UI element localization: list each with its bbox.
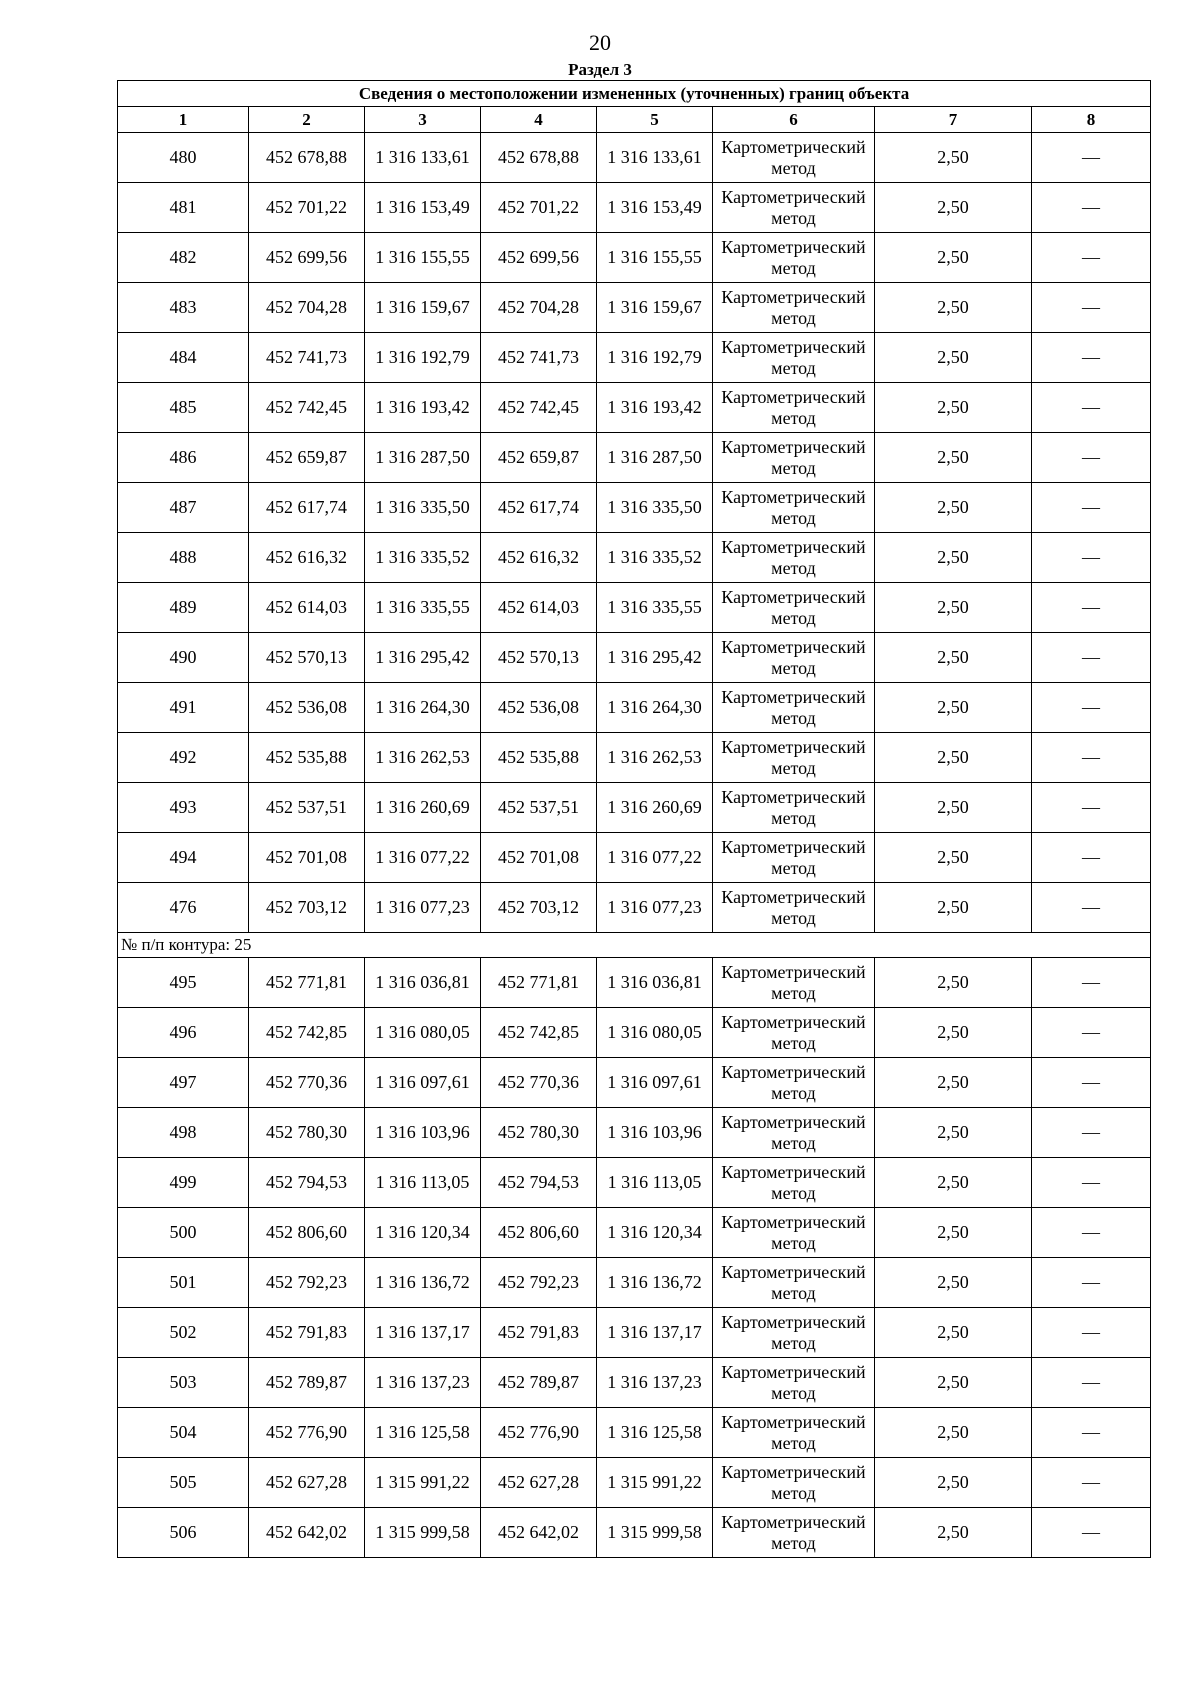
x-existing-cell: 452 536,08 bbox=[249, 683, 365, 733]
y-refined-cell: 1 316 080,05 bbox=[597, 1008, 713, 1058]
table-row bbox=[118, 783, 1151, 833]
accuracy-cell: 2,50 bbox=[875, 1358, 1032, 1408]
description-cell: — bbox=[1032, 833, 1151, 883]
accuracy-cell: 2,50 bbox=[875, 958, 1032, 1008]
method-text: Картометрический метод bbox=[721, 736, 866, 778]
table-row bbox=[118, 1308, 1151, 1358]
method-cell bbox=[713, 1358, 875, 1408]
x-existing-cell: 452 617,74 bbox=[249, 483, 365, 533]
method-cell bbox=[713, 1058, 875, 1108]
x-refined-cell: 452 792,23 bbox=[481, 1258, 597, 1308]
y-existing-cell: 1 316 159,67 bbox=[365, 283, 481, 333]
y-refined-cell: 1 316 103,96 bbox=[597, 1108, 713, 1158]
method-cell bbox=[713, 1008, 875, 1058]
accuracy-cell: 2,50 bbox=[875, 483, 1032, 533]
table-row bbox=[118, 733, 1151, 783]
y-existing-cell: 1 316 192,79 bbox=[365, 333, 481, 383]
x-existing-cell: 452 741,73 bbox=[249, 333, 365, 383]
point-number-cell: 502 bbox=[118, 1308, 249, 1358]
method-text: Картометрический метод bbox=[721, 1511, 866, 1553]
y-refined-cell: 1 316 136,72 bbox=[597, 1258, 713, 1308]
accuracy-cell: 2,50 bbox=[875, 683, 1032, 733]
table-row bbox=[118, 483, 1151, 533]
description-cell: — bbox=[1032, 1208, 1151, 1258]
description-cell: — bbox=[1032, 133, 1151, 183]
x-existing-cell: 452 659,87 bbox=[249, 433, 365, 483]
table-row bbox=[118, 233, 1151, 283]
description-cell: — bbox=[1032, 533, 1151, 583]
point-number-cell: 498 bbox=[118, 1108, 249, 1158]
x-existing-cell: 452 792,23 bbox=[249, 1258, 365, 1308]
y-refined-cell: 1 316 153,49 bbox=[597, 183, 713, 233]
method-cell bbox=[713, 283, 875, 333]
method-text: Картометрический метод bbox=[721, 1261, 866, 1303]
point-number-cell: 494 bbox=[118, 833, 249, 883]
y-existing-cell: 1 316 153,49 bbox=[365, 183, 481, 233]
point-number-cell: 488 bbox=[118, 533, 249, 583]
method-text: Картометрический метод bbox=[721, 886, 866, 928]
x-existing-cell: 452 791,83 bbox=[249, 1308, 365, 1358]
point-number-cell: 506 bbox=[118, 1508, 249, 1558]
description-cell: — bbox=[1032, 1408, 1151, 1458]
method-text: Картометрический метод bbox=[721, 136, 866, 178]
method-cell bbox=[713, 1108, 875, 1158]
x-refined-cell: 452 699,56 bbox=[481, 233, 597, 283]
method-text: Картометрический метод bbox=[721, 586, 866, 628]
column-header-8: 8 bbox=[1032, 107, 1151, 133]
accuracy-cell: 2,50 bbox=[875, 1458, 1032, 1508]
x-existing-cell: 452 776,90 bbox=[249, 1408, 365, 1458]
description-cell: — bbox=[1032, 683, 1151, 733]
description-cell: — bbox=[1032, 733, 1151, 783]
table-row bbox=[118, 1508, 1151, 1558]
table-row bbox=[118, 683, 1151, 733]
method-text: Картометрический метод bbox=[721, 1011, 866, 1053]
point-number-cell: 501 bbox=[118, 1258, 249, 1308]
accuracy-cell: 2,50 bbox=[875, 1108, 1032, 1158]
method-text: Картометрический метод bbox=[721, 836, 866, 878]
x-existing-cell: 452 789,87 bbox=[249, 1358, 365, 1408]
description-cell: — bbox=[1032, 383, 1151, 433]
y-refined-cell: 1 316 120,34 bbox=[597, 1208, 713, 1258]
x-refined-cell: 452 616,32 bbox=[481, 533, 597, 583]
description-cell: — bbox=[1032, 958, 1151, 1008]
method-cell bbox=[713, 1508, 875, 1558]
y-refined-cell: 1 316 335,50 bbox=[597, 483, 713, 533]
y-refined-cell: 1 316 335,55 bbox=[597, 583, 713, 633]
point-number-cell: 496 bbox=[118, 1008, 249, 1058]
x-refined-cell: 452 780,30 bbox=[481, 1108, 597, 1158]
table-row bbox=[118, 333, 1151, 383]
method-cell bbox=[713, 1408, 875, 1458]
x-existing-cell: 452 703,12 bbox=[249, 883, 365, 933]
description-cell: — bbox=[1032, 1308, 1151, 1358]
y-refined-cell: 1 316 264,30 bbox=[597, 683, 713, 733]
method-cell bbox=[713, 1158, 875, 1208]
method-cell bbox=[713, 1208, 875, 1258]
accuracy-cell: 2,50 bbox=[875, 1058, 1032, 1108]
method-text: Картометрический метод bbox=[721, 536, 866, 578]
section-title: Раздел 3 bbox=[568, 60, 632, 79]
accuracy-cell: 2,50 bbox=[875, 1008, 1032, 1058]
column-header-3: 3 bbox=[365, 107, 481, 133]
description-cell: — bbox=[1032, 1108, 1151, 1158]
column-header-1: 1 bbox=[118, 107, 249, 133]
method-cell bbox=[713, 433, 875, 483]
description-cell: — bbox=[1032, 433, 1151, 483]
x-refined-cell: 452 742,45 bbox=[481, 383, 597, 433]
method-cell bbox=[713, 683, 875, 733]
x-existing-cell: 452 535,88 bbox=[249, 733, 365, 783]
y-refined-cell: 1 316 155,55 bbox=[597, 233, 713, 283]
table-row bbox=[118, 533, 1151, 583]
point-number-cell: 481 bbox=[118, 183, 249, 233]
y-existing-cell: 1 316 077,22 bbox=[365, 833, 481, 883]
y-refined-cell: 1 316 137,17 bbox=[597, 1308, 713, 1358]
accuracy-cell: 2,50 bbox=[875, 1208, 1032, 1258]
y-existing-cell: 1 316 080,05 bbox=[365, 1008, 481, 1058]
x-existing-cell: 452 570,13 bbox=[249, 633, 365, 683]
y-refined-cell: 1 316 159,67 bbox=[597, 283, 713, 333]
x-refined-cell: 452 794,53 bbox=[481, 1158, 597, 1208]
point-number-cell: 489 bbox=[118, 583, 249, 633]
table-row bbox=[118, 283, 1151, 333]
accuracy-cell: 2,50 bbox=[875, 383, 1032, 433]
y-existing-cell: 1 316 125,58 bbox=[365, 1408, 481, 1458]
description-cell: — bbox=[1032, 633, 1151, 683]
method-text: Картометрический метод bbox=[721, 961, 866, 1003]
x-refined-cell: 452 771,81 bbox=[481, 958, 597, 1008]
method-text: Картометрический метод bbox=[721, 1461, 866, 1503]
description-cell: — bbox=[1032, 1008, 1151, 1058]
y-existing-cell: 1 316 295,42 bbox=[365, 633, 481, 683]
x-refined-cell: 452 701,22 bbox=[481, 183, 597, 233]
y-existing-cell: 1 316 262,53 bbox=[365, 733, 481, 783]
x-existing-cell: 452 642,02 bbox=[249, 1508, 365, 1558]
table-row bbox=[118, 1458, 1151, 1508]
point-number-cell: 483 bbox=[118, 283, 249, 333]
x-refined-cell: 452 614,03 bbox=[481, 583, 597, 633]
method-text: Картометрический метод bbox=[721, 1411, 866, 1453]
method-text: Картометрический метод bbox=[721, 386, 866, 428]
column-number-row bbox=[118, 107, 1151, 133]
y-existing-cell: 1 316 137,23 bbox=[365, 1358, 481, 1408]
x-refined-cell: 452 742,85 bbox=[481, 1008, 597, 1058]
x-existing-cell: 452 806,60 bbox=[249, 1208, 365, 1258]
y-existing-cell: 1 316 113,05 bbox=[365, 1158, 481, 1208]
accuracy-cell: 2,50 bbox=[875, 133, 1032, 183]
method-text: Картометрический метод bbox=[721, 1211, 866, 1253]
description-cell: — bbox=[1032, 1158, 1151, 1208]
table-row bbox=[118, 583, 1151, 633]
accuracy-cell: 2,50 bbox=[875, 583, 1032, 633]
point-number-cell: 493 bbox=[118, 783, 249, 833]
x-refined-cell: 452 642,02 bbox=[481, 1508, 597, 1558]
accuracy-cell: 2,50 bbox=[875, 333, 1032, 383]
description-cell: — bbox=[1032, 583, 1151, 633]
y-existing-cell: 1 316 136,72 bbox=[365, 1258, 481, 1308]
y-existing-cell: 1 316 103,96 bbox=[365, 1108, 481, 1158]
method-cell bbox=[713, 533, 875, 583]
y-existing-cell: 1 316 287,50 bbox=[365, 433, 481, 483]
method-text: Картометрический метод bbox=[721, 1361, 866, 1403]
method-cell bbox=[713, 883, 875, 933]
method-text: Картометрический метод bbox=[721, 1311, 866, 1353]
x-refined-cell: 452 776,90 bbox=[481, 1408, 597, 1458]
y-existing-cell: 1 316 335,52 bbox=[365, 533, 481, 583]
accuracy-cell: 2,50 bbox=[875, 1508, 1032, 1558]
point-number-cell: 492 bbox=[118, 733, 249, 783]
y-existing-cell: 1 316 137,17 bbox=[365, 1308, 481, 1358]
column-header-2: 2 bbox=[249, 107, 365, 133]
point-number-cell: 480 bbox=[118, 133, 249, 183]
accuracy-cell: 2,50 bbox=[875, 733, 1032, 783]
method-text: Картометрический метод bbox=[721, 336, 866, 378]
description-cell: — bbox=[1032, 233, 1151, 283]
x-refined-cell: 452 570,13 bbox=[481, 633, 597, 683]
x-refined-cell: 452 703,12 bbox=[481, 883, 597, 933]
method-text: Картометрический метод bbox=[721, 786, 866, 828]
method-cell bbox=[713, 233, 875, 283]
point-number-cell: 497 bbox=[118, 1058, 249, 1108]
y-refined-cell: 1 316 077,22 bbox=[597, 833, 713, 883]
y-refined-cell: 1 316 287,50 bbox=[597, 433, 713, 483]
x-existing-cell: 452 627,28 bbox=[249, 1458, 365, 1508]
x-refined-cell: 452 741,73 bbox=[481, 333, 597, 383]
y-existing-cell: 1 316 077,23 bbox=[365, 883, 481, 933]
table-row bbox=[118, 1008, 1151, 1058]
method-text: Картометрический метод bbox=[721, 686, 866, 728]
contour-label-row bbox=[118, 933, 1151, 958]
x-refined-cell: 452 627,28 bbox=[481, 1458, 597, 1508]
y-refined-cell: 1 316 113,05 bbox=[597, 1158, 713, 1208]
y-existing-cell: 1 316 335,50 bbox=[365, 483, 481, 533]
x-refined-cell: 452 806,60 bbox=[481, 1208, 597, 1258]
table-row bbox=[118, 1058, 1151, 1108]
x-existing-cell: 452 742,85 bbox=[249, 1008, 365, 1058]
point-number-cell: 495 bbox=[118, 958, 249, 1008]
table-row bbox=[118, 833, 1151, 883]
y-refined-cell: 1 316 036,81 bbox=[597, 958, 713, 1008]
point-number-cell: 503 bbox=[118, 1358, 249, 1408]
y-existing-cell: 1 316 036,81 bbox=[365, 958, 481, 1008]
y-refined-cell: 1 315 991,22 bbox=[597, 1458, 713, 1508]
y-existing-cell: 1 316 133,61 bbox=[365, 133, 481, 183]
point-number-cell: 486 bbox=[118, 433, 249, 483]
accuracy-cell: 2,50 bbox=[875, 1408, 1032, 1458]
method-text: Картометрический метод bbox=[721, 436, 866, 478]
description-cell: — bbox=[1032, 883, 1151, 933]
y-refined-cell: 1 316 133,61 bbox=[597, 133, 713, 183]
x-refined-cell: 452 536,08 bbox=[481, 683, 597, 733]
method-text: Картометрический метод bbox=[721, 186, 866, 228]
y-refined-cell: 1 316 193,42 bbox=[597, 383, 713, 433]
accuracy-cell: 2,50 bbox=[875, 433, 1032, 483]
y-refined-cell: 1 316 262,53 bbox=[597, 733, 713, 783]
method-text: Картометрический метод bbox=[721, 636, 866, 678]
table-row bbox=[118, 1358, 1151, 1408]
table-body bbox=[118, 133, 1151, 1558]
point-number-cell: 500 bbox=[118, 1208, 249, 1258]
description-cell: — bbox=[1032, 483, 1151, 533]
coordinates-table bbox=[117, 80, 1151, 1558]
y-refined-cell: 1 316 260,69 bbox=[597, 783, 713, 833]
description-cell: — bbox=[1032, 183, 1151, 233]
x-refined-cell: 452 537,51 bbox=[481, 783, 597, 833]
y-existing-cell: 1 316 097,61 bbox=[365, 1058, 481, 1108]
point-number-cell: 485 bbox=[118, 383, 249, 433]
method-cell bbox=[713, 583, 875, 633]
accuracy-cell: 2,50 bbox=[875, 283, 1032, 333]
method-text: Картометрический метод bbox=[721, 236, 866, 278]
column-header-6: 6 bbox=[713, 107, 875, 133]
point-number-cell: 476 bbox=[118, 883, 249, 933]
x-existing-cell: 452 616,32 bbox=[249, 533, 365, 583]
x-existing-cell: 452 771,81 bbox=[249, 958, 365, 1008]
method-cell bbox=[713, 1458, 875, 1508]
accuracy-cell: 2,50 bbox=[875, 183, 1032, 233]
x-refined-cell: 452 659,87 bbox=[481, 433, 597, 483]
method-cell bbox=[713, 783, 875, 833]
method-cell bbox=[713, 1308, 875, 1358]
y-existing-cell: 1 315 991,22 bbox=[365, 1458, 481, 1508]
accuracy-cell: 2,50 bbox=[875, 1308, 1032, 1358]
x-existing-cell: 452 742,45 bbox=[249, 383, 365, 433]
method-cell bbox=[713, 633, 875, 683]
table-row bbox=[118, 183, 1151, 233]
description-cell: — bbox=[1032, 283, 1151, 333]
method-text: Картометрический метод bbox=[721, 286, 866, 328]
method-text: Картометрический метод bbox=[721, 1161, 866, 1203]
accuracy-cell: 2,50 bbox=[875, 233, 1032, 283]
y-existing-cell: 1 316 260,69 bbox=[365, 783, 481, 833]
description-cell: — bbox=[1032, 1358, 1151, 1408]
table-row bbox=[118, 1258, 1151, 1308]
table-row bbox=[118, 883, 1151, 933]
table-row bbox=[118, 633, 1151, 683]
x-existing-cell: 452 537,51 bbox=[249, 783, 365, 833]
point-number-cell: 484 bbox=[118, 333, 249, 383]
description-cell: — bbox=[1032, 333, 1151, 383]
point-number-cell: 491 bbox=[118, 683, 249, 733]
description-cell: — bbox=[1032, 1508, 1151, 1558]
method-text: Картометрический метод bbox=[721, 1111, 866, 1153]
x-existing-cell: 452 678,88 bbox=[249, 133, 365, 183]
x-existing-cell: 452 701,08 bbox=[249, 833, 365, 883]
accuracy-cell: 2,50 bbox=[875, 783, 1032, 833]
x-refined-cell: 452 678,88 bbox=[481, 133, 597, 183]
description-cell: — bbox=[1032, 1058, 1151, 1108]
table-row bbox=[118, 433, 1151, 483]
point-number-cell: 482 bbox=[118, 233, 249, 283]
y-refined-cell: 1 316 097,61 bbox=[597, 1058, 713, 1108]
x-existing-cell: 452 770,36 bbox=[249, 1058, 365, 1108]
y-existing-cell: 1 316 120,34 bbox=[365, 1208, 481, 1258]
x-refined-cell: 452 789,87 bbox=[481, 1358, 597, 1408]
contour-label: № п/п контура: 25 bbox=[118, 933, 1151, 958]
accuracy-cell: 2,50 bbox=[875, 883, 1032, 933]
point-number-cell: 504 bbox=[118, 1408, 249, 1458]
description-cell: — bbox=[1032, 1458, 1151, 1508]
y-existing-cell: 1 316 193,42 bbox=[365, 383, 481, 433]
y-existing-cell: 1 315 999,58 bbox=[365, 1508, 481, 1558]
x-existing-cell: 452 701,22 bbox=[249, 183, 365, 233]
description-cell: — bbox=[1032, 1258, 1151, 1308]
table-row bbox=[118, 133, 1151, 183]
column-header-5: 5 bbox=[597, 107, 713, 133]
method-cell bbox=[713, 733, 875, 783]
x-existing-cell: 452 780,30 bbox=[249, 1108, 365, 1158]
point-number-cell: 487 bbox=[118, 483, 249, 533]
table-row bbox=[118, 383, 1151, 433]
method-text: Картометрический метод bbox=[721, 1061, 866, 1103]
y-refined-cell: 1 316 137,23 bbox=[597, 1358, 713, 1408]
table-row bbox=[118, 1408, 1151, 1458]
y-refined-cell: 1 316 125,58 bbox=[597, 1408, 713, 1458]
accuracy-cell: 2,50 bbox=[875, 533, 1032, 583]
y-refined-cell: 1 316 077,23 bbox=[597, 883, 713, 933]
table-row bbox=[118, 1108, 1151, 1158]
method-cell bbox=[713, 133, 875, 183]
method-cell bbox=[713, 383, 875, 433]
x-existing-cell: 452 614,03 bbox=[249, 583, 365, 633]
x-refined-cell: 452 617,74 bbox=[481, 483, 597, 533]
table-row bbox=[118, 958, 1151, 1008]
point-number-cell: 499 bbox=[118, 1158, 249, 1208]
method-cell bbox=[713, 958, 875, 1008]
x-existing-cell: 452 704,28 bbox=[249, 283, 365, 333]
method-text: Картометрический метод bbox=[721, 486, 866, 528]
x-refined-cell: 452 791,83 bbox=[481, 1308, 597, 1358]
method-cell bbox=[713, 183, 875, 233]
method-cell bbox=[713, 1258, 875, 1308]
method-cell bbox=[713, 333, 875, 383]
point-number-cell: 490 bbox=[118, 633, 249, 683]
table-caption: Сведения о местоположении измененных (уточненных) границ объекта bbox=[118, 81, 1151, 107]
x-refined-cell: 452 535,88 bbox=[481, 733, 597, 783]
point-number-cell: 505 bbox=[118, 1458, 249, 1508]
table-row bbox=[118, 1208, 1151, 1258]
y-refined-cell: 1 316 295,42 bbox=[597, 633, 713, 683]
accuracy-cell: 2,50 bbox=[875, 633, 1032, 683]
method-cell bbox=[713, 833, 875, 883]
page-number: 20 bbox=[589, 30, 611, 55]
column-header-4: 4 bbox=[481, 107, 597, 133]
y-refined-cell: 1 316 335,52 bbox=[597, 533, 713, 583]
table-row bbox=[118, 1158, 1151, 1208]
accuracy-cell: 2,50 bbox=[875, 833, 1032, 883]
x-refined-cell: 452 770,36 bbox=[481, 1058, 597, 1108]
column-header-7: 7 bbox=[875, 107, 1032, 133]
accuracy-cell: 2,50 bbox=[875, 1158, 1032, 1208]
x-existing-cell: 452 699,56 bbox=[249, 233, 365, 283]
y-refined-cell: 1 315 999,58 bbox=[597, 1508, 713, 1558]
x-existing-cell: 452 794,53 bbox=[249, 1158, 365, 1208]
method-cell bbox=[713, 483, 875, 533]
y-refined-cell: 1 316 192,79 bbox=[597, 333, 713, 383]
accuracy-cell: 2,50 bbox=[875, 1258, 1032, 1308]
description-cell: — bbox=[1032, 783, 1151, 833]
x-refined-cell: 452 704,28 bbox=[481, 283, 597, 333]
y-existing-cell: 1 316 155,55 bbox=[365, 233, 481, 283]
x-refined-cell: 452 701,08 bbox=[481, 833, 597, 883]
y-existing-cell: 1 316 335,55 bbox=[365, 583, 481, 633]
y-existing-cell: 1 316 264,30 bbox=[365, 683, 481, 733]
